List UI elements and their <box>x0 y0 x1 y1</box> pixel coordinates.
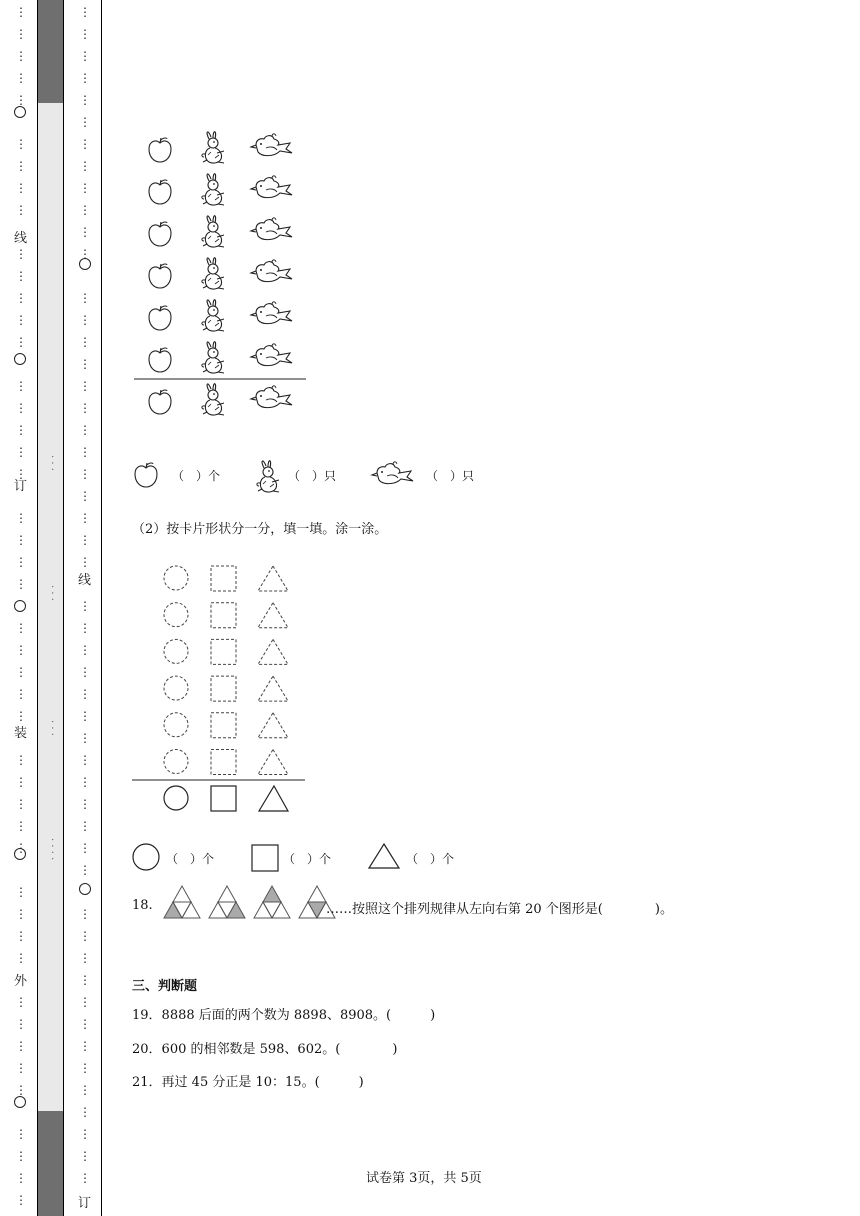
margin-faint-dots: · · · <box>46 585 57 601</box>
dashed-square-icon <box>211 566 236 591</box>
margin-label-zhuang: 装 <box>14 726 28 741</box>
rabbit-icon <box>202 384 224 415</box>
square-icon <box>211 786 236 811</box>
rabbit-icon <box>202 300 224 331</box>
triangle-icon <box>369 844 399 868</box>
rabbit-answer-blank[interactable] <box>288 467 336 484</box>
blank[interactable]: （ ） <box>406 852 443 866</box>
bird-icon <box>251 344 292 366</box>
unit-label: 个 <box>208 469 221 483</box>
blank[interactable]: （ ） <box>288 469 325 483</box>
dashed-triangle-icon <box>258 566 288 591</box>
apple-icon <box>149 348 171 372</box>
unit-label: 只 <box>324 469 337 483</box>
q18-text[interactable]: ……按照这个排列规律从左向右第 20 个图形是( )。 <box>326 902 673 917</box>
unit-label: 个 <box>442 852 455 866</box>
margin-label-xian-inner: 线 <box>78 573 92 588</box>
bird-icon <box>372 462 413 484</box>
blank[interactable]: （ ） <box>283 852 320 866</box>
apple-icon <box>149 390 171 414</box>
dashed-triangle-icon <box>258 603 288 628</box>
unit-label: 个 <box>202 852 215 866</box>
circle-icon <box>164 786 188 810</box>
blank[interactable]: （ ） <box>426 469 463 483</box>
square-answer-blank[interactable] <box>283 850 331 867</box>
pattern-subtriangle <box>164 902 182 918</box>
dashed-triangle-icon <box>258 676 288 701</box>
apple-icon <box>149 180 171 204</box>
apple-icon <box>149 306 171 330</box>
apple-icon <box>149 222 171 246</box>
dashed-circle-icon <box>164 713 188 737</box>
margin-label-xian: 线 <box>14 231 28 246</box>
section-title: 三、判断题 <box>132 979 198 994</box>
pattern-subtriangle <box>254 902 272 918</box>
margin-faint-dots: · · · <box>46 455 57 471</box>
dashed-square-icon <box>211 603 236 628</box>
bird-icon <box>251 176 292 198</box>
dashed-circle-icon <box>164 750 188 774</box>
margin-faint-dots: · · · · <box>46 838 57 861</box>
rabbit-icon <box>202 342 224 373</box>
rabbit-icon <box>257 461 279 492</box>
rabbit-icon <box>202 258 224 289</box>
apple-icon <box>149 264 171 288</box>
q18-number: 18. <box>132 898 153 913</box>
pattern-subtriangle <box>263 902 281 918</box>
dashed-square-icon <box>211 676 236 701</box>
part2-instruction: （2）按卡片形状分一分，填一填。涂一涂。 <box>132 522 388 537</box>
pattern-subtriangle <box>182 902 200 918</box>
dashed-circle-icon <box>164 566 188 590</box>
bird-icon <box>251 386 292 408</box>
bird-icon <box>251 218 292 240</box>
dashed-triangle-icon <box>258 713 288 738</box>
circle-icon <box>133 844 159 870</box>
margin-label-ding: 订 <box>14 479 28 494</box>
bird-icon <box>251 260 292 282</box>
blank[interactable]: （ ） <box>166 852 203 866</box>
dashed-circle-icon <box>164 639 188 663</box>
apple-answer-blank[interactable] <box>172 467 220 484</box>
triangle-icon <box>259 786 288 811</box>
dashed-square-icon <box>211 639 236 664</box>
rabbit-icon <box>202 174 224 205</box>
blank[interactable]: （ ） <box>172 469 209 483</box>
margin-label-wai: 外 <box>14 974 28 989</box>
pattern-subtriangle <box>308 886 326 902</box>
pattern-subtriangle <box>209 902 227 918</box>
triangle-pattern <box>164 886 335 918</box>
dashed-square-icon <box>211 713 236 738</box>
apple-icon <box>135 463 157 487</box>
margin-faint-dots: · · · <box>46 720 57 736</box>
question-20[interactable]: 20．600 的相邻数是 598、602。( ) <box>132 1042 398 1057</box>
pattern-subtriangle <box>263 886 281 902</box>
square-icon <box>252 845 278 871</box>
rabbit-icon <box>202 216 224 247</box>
question-21[interactable]: 21．再过 45 分正是 10：15。( ) <box>132 1075 364 1090</box>
pattern-subtriangle <box>227 902 245 918</box>
circle-answer-blank[interactable] <box>166 850 214 867</box>
margin-label-ding-inner: 订 <box>78 1196 92 1211</box>
page-footer: 试卷第 3页，共 5页 <box>366 1171 482 1186</box>
dashed-circle-icon <box>164 676 188 700</box>
triangle-answer-blank[interactable] <box>406 850 454 867</box>
dashed-triangle-icon <box>258 639 288 664</box>
bird-answer-blank[interactable] <box>426 467 474 484</box>
pattern-subtriangle <box>308 902 326 918</box>
bird-icon <box>251 302 292 324</box>
pattern-subtriangle <box>272 902 290 918</box>
dashed-square-icon <box>211 750 236 775</box>
pattern-subtriangle <box>218 886 236 902</box>
apple-icon <box>149 138 171 162</box>
question-19[interactable]: 19．8888 后面的两个数为 8898、8908。( ) <box>132 1008 436 1023</box>
dashed-circle-icon <box>164 603 188 627</box>
rabbit-icon <box>202 132 224 163</box>
unit-label: 个 <box>319 852 332 866</box>
pattern-subtriangle <box>173 886 191 902</box>
dashed-triangle-icon <box>258 750 288 775</box>
bird-icon <box>251 134 292 156</box>
unit-label: 只 <box>462 469 475 483</box>
